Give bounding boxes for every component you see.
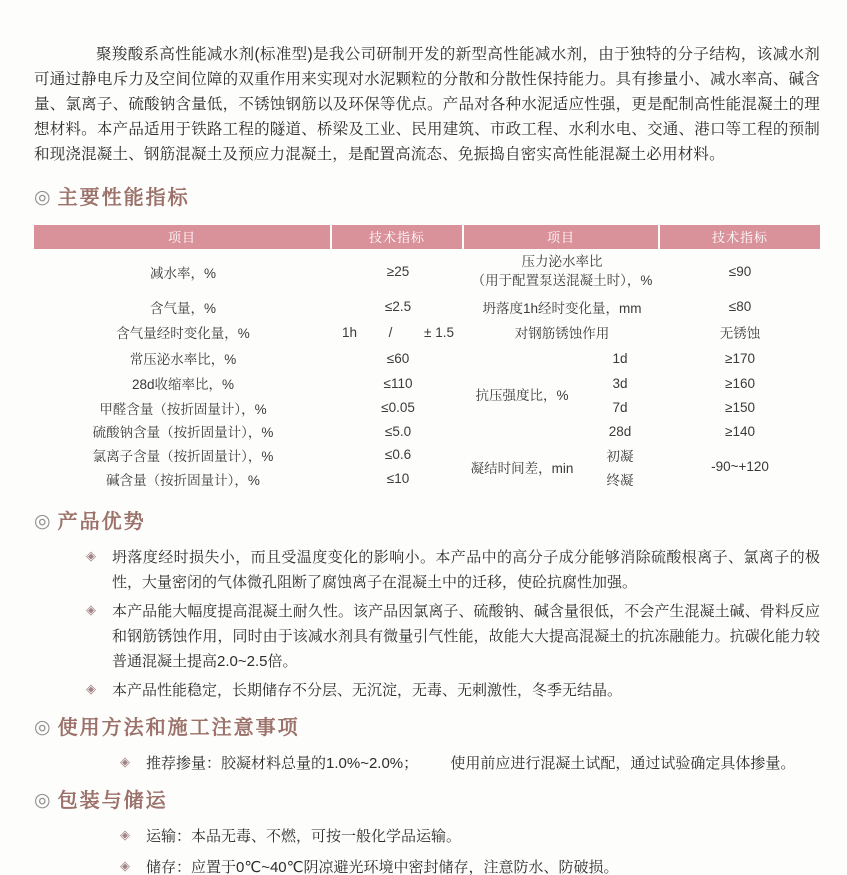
section-title-performance: 主要性能指标 [57, 186, 190, 209]
table-cell-value: ≥160 [725, 375, 755, 391]
table-cell-initial-set: 初凝 [606, 448, 634, 464]
diamond-bullet-icon: ◈ [86, 601, 96, 617]
table-cell-label: 甲醛含量（按折固量计），% [99, 401, 267, 417]
table-cell-value: ≥170 [725, 350, 755, 366]
diamond-bullet-icon: ◈ [120, 857, 130, 873]
pressure-bleeding-line1: 压力泌水率比 [521, 254, 603, 270]
diamond-bullet-icon: ◈ [120, 753, 130, 769]
table-cell-label: 含气量，% [149, 300, 216, 316]
table-cell-pressure-bleeding [464, 249, 660, 295]
table-cell-label: 硫酸钠含量（按折固量计），% [92, 425, 274, 440]
table-cell-value: ≤60 [386, 350, 410, 366]
storage-text: 储存：应置于0℃~40℃阴凉避光环境中密封储存，注意防水、防破损。 [146, 858, 619, 875]
intro-paragraph: 聚羧酸系高性能减水剂(标准型)是我公司研制开发的新型高性能减水剂，由于独特的分子结构，该减水剂可通过静电斥力及空间位障的双重作用来实现对水泥颗粒的分散和分散性保持能力。具有掺量小、减水率高、碱含量、氯离子、硫酸钠含量低，不锈蚀钢筋以及环保等优点。产品对各种水泥适应性强，更是配制高性能混凝土的理想材料。本产品适用于铁路工程的隧道、桥梁及工业、民用建筑、市政工程、水利水电、交通、港口等工程的预制和现浇混凝土、钢筋混凝土及预应力混凝土，是配置高流态、免振捣自密实高性能混凝土必用材料。 [34, 45, 820, 163]
air-content-time-value: ± 1.5 [424, 324, 454, 340]
advantage-text: 坍落度经时损失小，而且受温度变化的影响小。本产品中的高分子成分能够消除硫酸根离子、氯离子的极性，大量密闭的气体微孔阻断了腐蚀离子在混凝土中的迁移，使砼抗腐性加强。 [112, 548, 820, 591]
table-header-spec-left: 技术指标 [332, 225, 464, 249]
table-cell-label: 氯离子含量（按折固量计），% [92, 448, 274, 464]
table-cell-value: ≤0.05 [381, 400, 415, 415]
diamond-bullet-icon: ◈ [86, 680, 96, 696]
double-circle-icon: ◎ [34, 186, 51, 208]
section-title-usage: 使用方法和施工注意事项 [57, 716, 300, 739]
list-item [86, 599, 820, 674]
advantages-list [34, 545, 820, 703]
double-circle-icon: ◎ [34, 510, 51, 532]
list-item [120, 824, 820, 849]
usage-list [34, 751, 820, 776]
section-heading-advantages [34, 507, 820, 537]
table-cell-value: ≤5.0 [384, 423, 412, 439]
table-cell-final-set: 终凝 [606, 472, 634, 488]
air-content-time-label: 1h [342, 324, 358, 340]
performance-table [34, 225, 820, 491]
table-cell-label: 常压泌水率比，% [129, 352, 237, 367]
table-header-spec-right: 技术指标 [660, 225, 820, 249]
table-cell-value: ≤2.5 [384, 299, 412, 314]
list-item [120, 855, 820, 875]
pressure-bleeding-line2: （用于配置泵送混凝土时），% [471, 272, 653, 288]
slash-separator: / [388, 324, 393, 340]
packaging-list [34, 824, 820, 875]
section-title-advantages: 产品优势 [57, 510, 146, 533]
table-cell-setting-label: 凝结时间差，min [470, 460, 574, 476]
advantage-text: 本产品性能稳定，长期储存不分层、无沉淀，无毒、无刺激性，冬季无结晶。 [112, 681, 623, 699]
table-cell-age: 1d [612, 350, 628, 366]
table-cell-label: 28d收缩率比，% [131, 377, 235, 392]
table-cell-strength-label: 抗压强度比，% [475, 388, 569, 403]
dosage-recommendation: 推荐掺量：胶凝材料总量的1.0%~2.0%； [146, 754, 419, 772]
table-cell-value: ≥140 [725, 423, 755, 439]
table-cell-rust-label: 对钢筋锈蚀作用 [514, 326, 610, 341]
section-title-packaging: 包装与储运 [57, 789, 168, 812]
trial-mix-note: 使用前应进行混凝土试配，通过试验确定具体掺量。 [450, 754, 796, 772]
table-cell-label: 碱含量（按折固量计），% [106, 472, 260, 488]
table-cell-age: 7d [612, 400, 628, 415]
list-item [86, 678, 820, 703]
list-item [120, 751, 820, 776]
table-cell-value: 无锈蚀 [719, 326, 761, 341]
double-circle-icon: ◎ [34, 716, 51, 738]
table-cell-value-composite [332, 319, 464, 346]
section-heading-performance [34, 183, 820, 213]
table-cell-label: 减水率，% [149, 265, 216, 281]
transport-text: 运输：本品无毒、不燃，可按一般化学品运输。 [146, 827, 462, 845]
section-heading-packaging [34, 786, 820, 816]
table-cell-value: ≤90 [728, 264, 752, 279]
table-header-item-left: 项目 [34, 225, 332, 249]
double-circle-icon: ◎ [34, 789, 51, 811]
table-cell-value: ≤0.6 [384, 447, 412, 462]
section-heading-usage [34, 713, 820, 743]
table-cell-age: 28d [608, 423, 632, 439]
table-cell-value: ≤110 [383, 375, 413, 391]
list-item [86, 545, 820, 595]
diamond-bullet-icon: ◈ [86, 547, 96, 563]
table-header-item-right: 项目 [464, 225, 660, 249]
table-cell-slump-label: 坍落度1h经时变化量，mm [482, 300, 642, 316]
table-cell-value: -90~+120 [711, 459, 769, 474]
advantage-text: 本产品能大幅度提高混凝土耐久性。该产品因氯离子、硫酸钠、碱含量很低，不会产生混凝土碱、骨料反应和钢筋锈蚀作用，同时由于该减水剂具有微量引气性能，故能大大提高混凝土的抗冻融能力。抗碳化能力较普通混凝土提高2.0~2.5倍。 [112, 602, 820, 670]
diamond-bullet-icon: ◈ [120, 826, 130, 842]
table-cell-value: ≥150 [725, 400, 755, 415]
table-cell-value: ≥25 [386, 264, 410, 279]
table-cell-value: ≤10 [386, 471, 410, 486]
table-cell-age: 3d [612, 375, 628, 391]
usage-text [146, 751, 820, 776]
table-cell-label: 含气量经时变化量，% [116, 326, 250, 341]
table-cell-value: ≤80 [728, 299, 752, 314]
